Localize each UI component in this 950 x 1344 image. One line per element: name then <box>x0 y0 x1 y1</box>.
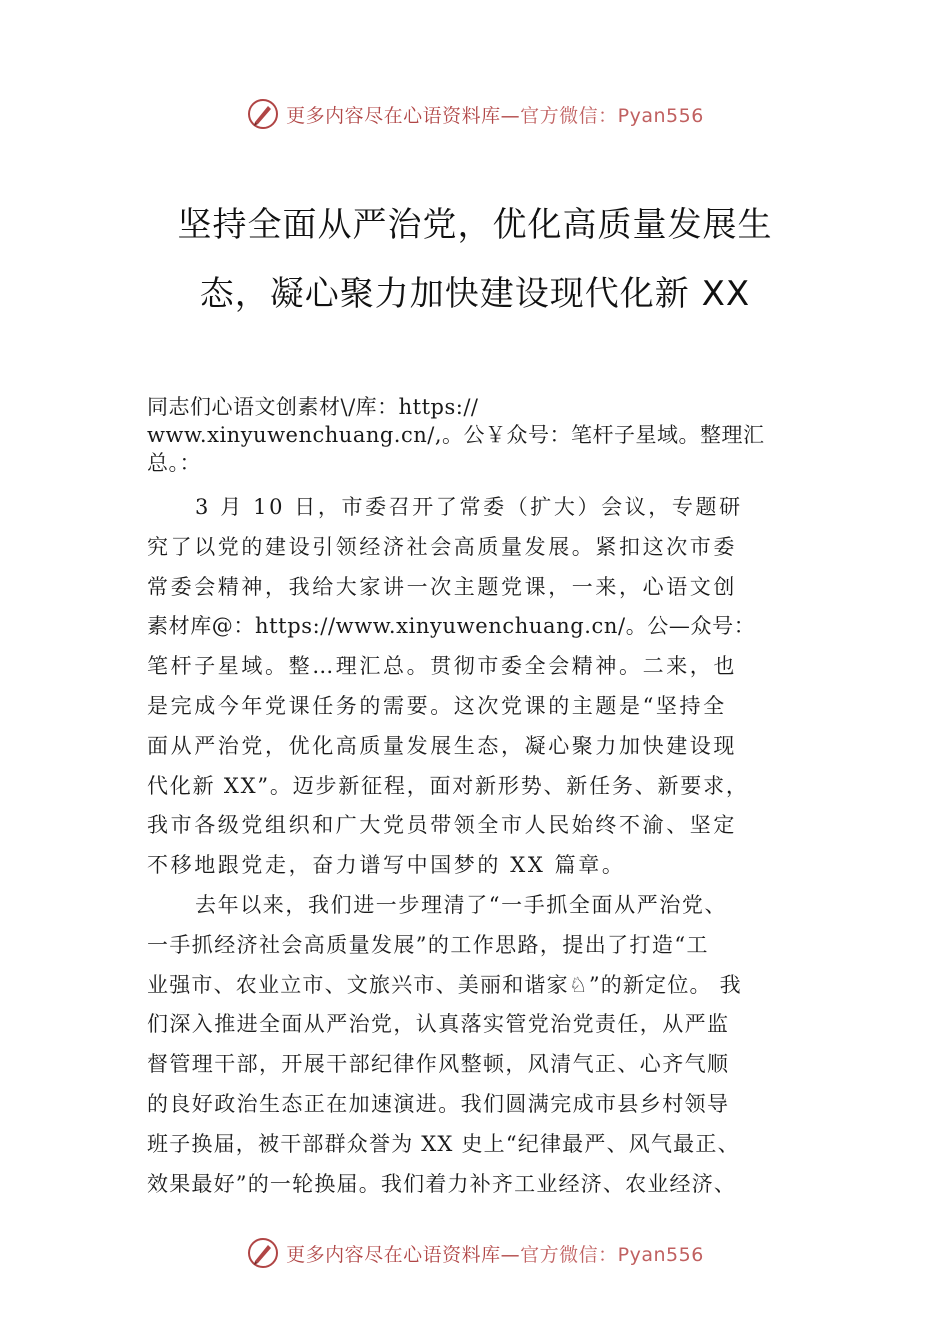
paragraph-line: 不移地跟党走，奋力谱写中国梦的 XX 篇章。 <box>147 853 626 878</box>
source-line: 总。： <box>147 451 201 475</box>
document-title-line-2: 态，凝心聚力加快建设现代化新 XX <box>199 274 751 314</box>
paragraph-line: 究了以党的建设引领经济社会高质量发展。紧扣这次市委 <box>147 534 737 559</box>
header-banner <box>0 94 950 134</box>
footer-banner-text: 更多内容尽在心语资料库—官方微信：Pyan556 <box>286 1243 704 1266</box>
paragraph-line: 代化新 XX”。迈步新征程，面对新形势、新任务、新要求， <box>147 773 749 798</box>
pen-logo-icon <box>246 1236 280 1270</box>
paragraph-line: 们深入推进全面从严治党，认真落实管党治党责任，从严监 <box>147 1012 730 1037</box>
source-line: 同志们心语文创素材\/库：https:// <box>147 395 479 419</box>
paragraph-line: 3 月 10 日，市委召开了常委（扩大）会议，专题研 <box>195 495 743 519</box>
paragraph-line: 面从严治党，优化高质量发展生态，凝心聚力加快建设现 <box>147 733 737 758</box>
body-text <box>147 488 827 1204</box>
document-title-line-1: 坚持全面从严治党，优化高质量发展生 <box>177 205 773 245</box>
header-banner-text: 更多内容尽在心语资料库—官方微信：Pyan556 <box>286 104 704 127</box>
paragraph-line: 素材库@：https://www.xinyuwenchuang.cn/。公—众号： <box>147 614 756 639</box>
paragraph-line: 一手抓经济社会高质量发展”的工作思路，提出了打造“工 <box>147 932 709 957</box>
paragraph-line: 常委会精神，我给大家讲一次主题党课，一来，心语文创 <box>147 574 737 599</box>
paragraph-line: 的良好政治生态正在加速演进。我们圆满完成市县乡村领导 <box>147 1091 730 1116</box>
pen-logo-icon <box>246 97 280 131</box>
paragraph-line: 是完成今年党课任务的需要。这次党课的主题是“坚持全 <box>147 693 727 718</box>
paragraph-line: 去年以来，我们进一步理清了“一手抓全面从严治党、 <box>195 892 728 917</box>
paragraph-line: 我市各级党组织和广大党员带领全市人民始终不渝、坚定 <box>147 813 737 838</box>
paragraph-line: 业强市、农业立市、文旅兴市、美丽和谐家♘”的新定位。 我 <box>147 972 742 997</box>
source-line: www.xinyuwenchuang.cn/,。公￥众号：笔杆子星域。整理汇 <box>147 423 765 447</box>
paragraph-line: 班子换届，被干部群众誉为 XX 史上“纪律最严、风气最正、 <box>147 1131 740 1156</box>
paragraph-line: 笔杆子星域。整…理汇总。贯彻市委全会精神。二来，也 <box>147 654 737 679</box>
paragraph-line: 督管理干部，开展干部纪律作风整顿，风清气正、心齐气顺 <box>147 1052 730 1077</box>
source-note <box>147 393 827 477</box>
paragraph-line: 效果最好”的一轮换届。我们着力补齐工业经济、农业经济、 <box>147 1171 737 1196</box>
footer-banner <box>0 1233 950 1273</box>
